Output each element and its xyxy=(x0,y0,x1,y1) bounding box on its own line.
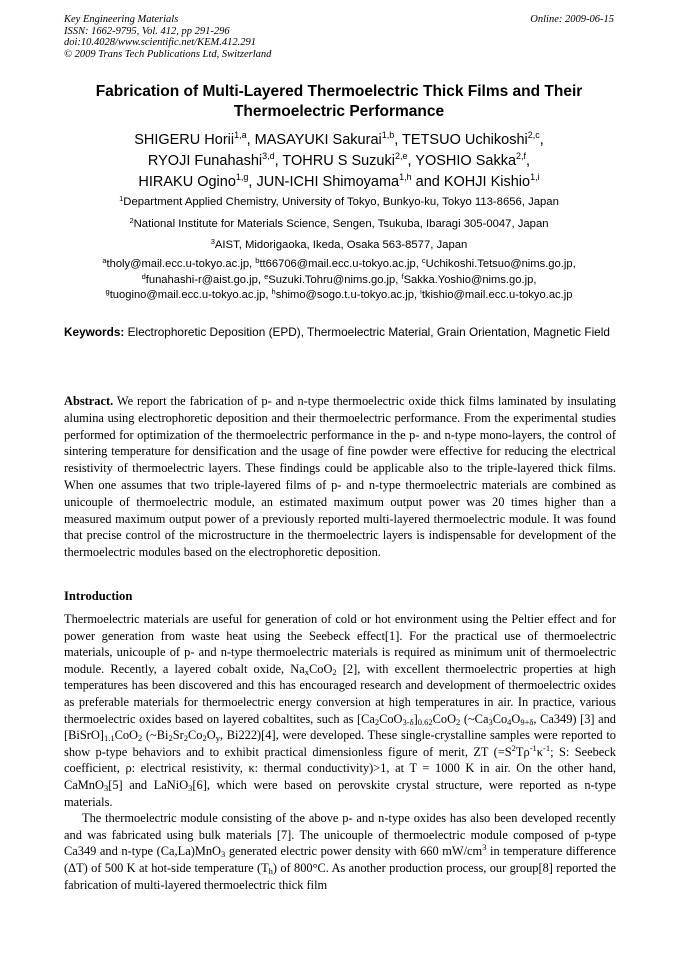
affiliation-sup: 1 xyxy=(119,194,124,203)
author-name: KOHJI Kishio xyxy=(443,174,531,190)
subscript: 2 xyxy=(168,733,173,744)
text-run: Co xyxy=(492,711,508,726)
online-date: Online: 2009-06-15 xyxy=(530,14,614,25)
subscript: 2 xyxy=(374,716,380,727)
email-sup: h xyxy=(271,287,276,296)
author-name: YOSHIO Sakka xyxy=(415,153,517,169)
keywords-block xyxy=(64,325,616,341)
text-run: [2], with excellent thermoelectric properties at high temperatures has been discovered and this has encouraged research and development of thermoelectric oxides as preferable materials for thermoelectric energy conversion at high temperatures in air. In practice, various thermoelectric oxides based on layered cobaltites, such as [Ca xyxy=(64,661,616,726)
text-run: O xyxy=(206,728,216,743)
superscript: -1 xyxy=(529,742,537,753)
title-line-2: Thermoelectric Performance xyxy=(233,103,445,120)
journal-header xyxy=(64,14,271,60)
email-sup: f xyxy=(401,271,404,281)
subscript: 2 xyxy=(183,733,189,744)
affiliation-sup: 3 xyxy=(210,237,215,246)
affiliation-2 xyxy=(64,217,614,231)
text-run: [6], which were based on perovskite crystal structure, were reported as n-type materials. xyxy=(64,777,616,809)
author-sup: 1,b xyxy=(381,130,395,140)
author-sup: 1,i xyxy=(530,172,540,182)
author-name: MASAYUKI Sakurai xyxy=(254,132,382,148)
author-sup: 1,g xyxy=(235,172,249,182)
author-sup: 2,f xyxy=(516,151,527,161)
doi-line: doi:10.4028/www.scientific.net/KEM.412.291 xyxy=(64,37,256,48)
superscript: 2 xyxy=(511,742,516,753)
subscript: 2 xyxy=(137,733,143,744)
text-run: ; S: Seebeck coefficient, ρ: electrical resistivity, κ: thermal conductivity)>1, at T = 1000 K in air. On the other hand, CaMnO xyxy=(64,744,616,792)
text-run: O xyxy=(511,711,521,726)
subscript: 3 xyxy=(220,849,226,860)
email-link[interactable]: Sakka.Yoshio@nims.go.jp xyxy=(403,273,534,286)
email-line-2: $^d$funahashi-r@aist.go.jp, $^e$Suzuki.Tohru@nims.go.jp, $^f$Sakka.Yoshio@nims.go.jp, xyxy=(141,271,537,286)
email-link[interactable]: funahashi-r@aist.go.jp xyxy=(145,273,258,286)
email-link[interactable]: tuogino@mail.ecc.u-tokyo.ac.jp xyxy=(109,289,266,301)
author-sup: 3,d xyxy=(262,151,275,161)
text-run: CoO xyxy=(432,711,457,726)
author-name: HIRAKU Ogino xyxy=(138,174,236,190)
text-run: CoO xyxy=(308,661,333,676)
subscript: 3-δ xyxy=(402,716,414,727)
issn-line: ISSN: 1662-9795, Vol. 412, pp 291-296 xyxy=(64,25,230,37)
subscript: 0.62 xyxy=(417,716,433,727)
text-run: (~Ca xyxy=(460,711,489,726)
email-link[interactable]: Suzuki.Tohru@nims.go.jp xyxy=(268,273,396,286)
author-sup: 2,c xyxy=(527,130,540,140)
abstract-text: We report the fabrication of p- and n-type thermoelectric oxide thick films laminated by insulating alumina using electrophoretic deposition and their thermoelectric performance. From the experimental studies performed for optimization of the thermoelectric performance in the p- and n-type mono-layers, the control of sintering temperature for densification and the usage of fine powder were effective for reducing the electrical resistivity of thermoelectric layers. These findings could be applicable also to the triple-layered thick films. When one assumes that two triple-layered films of p- and n-type thermoelectric materials are combined as unicouple of thermoelectric module, an estimated maximum output power was 20 times higher than a measured maximum output power of a previously reported multi-layered thermoelectric module. It was found that precise control of the microstructure in the thermoelectric layers is indispensable for development of the thermoelectric modules based on the electrophoretic deposition. xyxy=(64,394,616,560)
email-link[interactable]: shimo@sogo.t.u-tokyo.ac.jp xyxy=(275,289,414,301)
email-sup: c xyxy=(421,256,426,265)
text-run: Thermoelectric materials are useful for generation of cold or hot environment using the Peltier effect and for power generation from waste heat using the Seebeck effect[1]. For the practical use of thermoelectric materials, unicouple of p- and n-type thermoelectric materials is required as minimum unit of thermoelectric module. Recently, a layered cobalt oxide, Na xyxy=(64,612,616,676)
text-run: , Ca349) [3] and [BiSrO] xyxy=(64,711,616,743)
text-run: , Bi222)[4], were developed. These single-crystalline samples were reported to show p-type behaviors and to exhibit practical dimensionless figure of merit, ZT (=S xyxy=(64,728,616,759)
text-run: Sr xyxy=(172,728,184,743)
subscript: 3 xyxy=(103,782,109,793)
affiliation-sup: 2 xyxy=(129,216,134,225)
subscript: x xyxy=(304,666,309,677)
subscript: 2 xyxy=(456,716,461,727)
keywords-text: Electrophoretic Deposition (EPD), Thermoelectric Material, Grain Orientation, Magnetic Field xyxy=(127,325,610,339)
author-line-2: RYOJI Funahashi$^{3,d}$, TOHRU S Suzuki$^{2,e}$, YOSHIO Sakka$^{2,f}$, xyxy=(147,151,531,169)
email-list xyxy=(64,257,614,304)
text-run: Tρ xyxy=(515,744,530,759)
abstract-block xyxy=(64,393,616,561)
section-heading: Introduction xyxy=(64,589,133,603)
subscript: 2 xyxy=(332,666,337,677)
email-sup: i xyxy=(420,287,422,296)
text-run: The thermoelectric module consisting of the above p- and n-type oxides has also been developed recently and was fabricated using bulk materials [7]. The unicouple of thermoelectric module composed of p-type Ca349 and n-type (Ca,La)MnO xyxy=(64,811,616,859)
author-name: TOHRU S Suzuki xyxy=(282,153,395,169)
email-sup: e xyxy=(264,271,269,281)
subscript: 3 xyxy=(188,782,193,793)
text-run: ) of 800°C. As another production process, our group[8] reported the fabrication of multi-layered thermoelectric thick film xyxy=(64,860,616,892)
affiliation-1 xyxy=(64,195,614,209)
text-run: κ xyxy=(536,744,544,759)
journal-name: Key Engineering Materials xyxy=(64,14,179,25)
superscript: -1 xyxy=(543,742,551,753)
author-line-1: SHIGERU Horii$^{1,a}$, MASAYUKI Sakurai$^{1,b}$, TETSUO Uchikoshi$^{2,c}$, xyxy=(134,130,544,148)
subscript: 9+δ xyxy=(520,716,534,727)
title-line-1: Fabrication of Multi-Layered Thermoelectric Thick Films and Their xyxy=(95,83,583,100)
author-line-3: HIRAKU Ogino$^{1,g}$, JUN-ICHI Shimoyama$^{1,h}$ and KOHJI Kishio$^{1,i}$ xyxy=(138,172,540,190)
superscript: 3 xyxy=(482,842,487,853)
text-run: (~Bi xyxy=(142,728,169,743)
email-sup: g xyxy=(105,287,110,296)
subscript: 4 xyxy=(507,716,512,727)
email-link[interactable]: tkishio@mail.ecc.u-tokyo.ac.jp xyxy=(421,289,573,301)
introduction-body xyxy=(64,611,616,893)
author-sup: 1,h xyxy=(399,172,412,182)
subscript: 1.1 xyxy=(103,733,115,744)
author-name: RYOJI Funahashi xyxy=(147,153,263,169)
affiliation-text: AIST, Midorigaoka, Ikeda, Osaka 563-8577, Japan xyxy=(214,239,468,251)
text-run: in temperature difference (ΔT) of 500 K at hot-side temperature (T xyxy=(64,844,616,875)
text-run: ] xyxy=(413,711,418,726)
affiliation-text: Department Applied Chemistry, University of Tokyo, Bunkyo-ku, Tokyo 113-8656, Japan xyxy=(123,196,559,208)
intro-paragraph-2 xyxy=(64,810,616,893)
email-sup: d xyxy=(141,271,146,281)
author-sup: 2,e xyxy=(394,151,408,161)
email-sup: a xyxy=(102,256,107,265)
subscript: 3 xyxy=(488,716,493,727)
affiliation-text: National Institute for Materials Science, Sengen, Tsukuba, Ibaragi 305-0047, Japan xyxy=(133,218,549,230)
author-list xyxy=(64,130,614,193)
author-sup: 1,a xyxy=(234,130,247,140)
author-name: JUN-ICHI Shimoyama xyxy=(256,174,400,190)
author-name: SHIGERU Horii xyxy=(134,132,235,148)
author-name: TETSUO Uchikoshi xyxy=(402,132,528,148)
keywords-label: Keywords: xyxy=(64,325,125,339)
text-run: [5] and LaNiO xyxy=(108,777,189,792)
text-run: Co xyxy=(188,728,203,743)
text-run: CoO xyxy=(114,728,138,743)
intro-paragraph-1 xyxy=(64,611,616,810)
subscript: y xyxy=(215,733,220,744)
email-link[interactable]: tt66706@mail.ecc.u-tokyo.ac.jp xyxy=(259,258,416,270)
subscript: h xyxy=(268,865,273,876)
abstract-label: Abstract. xyxy=(64,394,114,408)
copyright-line: © 2009 Trans Tech Publications Ltd, Switzerland xyxy=(64,48,272,60)
email-sup: b xyxy=(255,256,260,265)
email-line-3: $^g$tuogino@mail.ecc.u-tokyo.ac.jp, $^h$shimo@sogo.t.u-tokyo.ac.jp, $^i$tkishio@mail.ecc.u-tokyo.ac.jp xyxy=(105,287,573,301)
paper-title xyxy=(64,82,614,122)
email-link[interactable]: tholy@mail.ecc.u-tokyo.ac.jp xyxy=(106,258,250,270)
email-link[interactable]: Uchikoshi.Tetsuo@nims.go.jp xyxy=(425,258,573,270)
text-run: generated electric power density with 660 mW/cm xyxy=(225,844,483,859)
affiliation-3 xyxy=(64,238,614,252)
email-line-1: $^a$tholy@mail.ecc.u-tokyo.ac.jp, $^b$tt66706@mail.ecc.u-tokyo.ac.jp, $^c$Uchikoshi.Tetsuo@nims.go.jp, xyxy=(102,256,576,270)
text-run: CoO xyxy=(379,711,403,726)
subscript: 2 xyxy=(202,733,207,744)
